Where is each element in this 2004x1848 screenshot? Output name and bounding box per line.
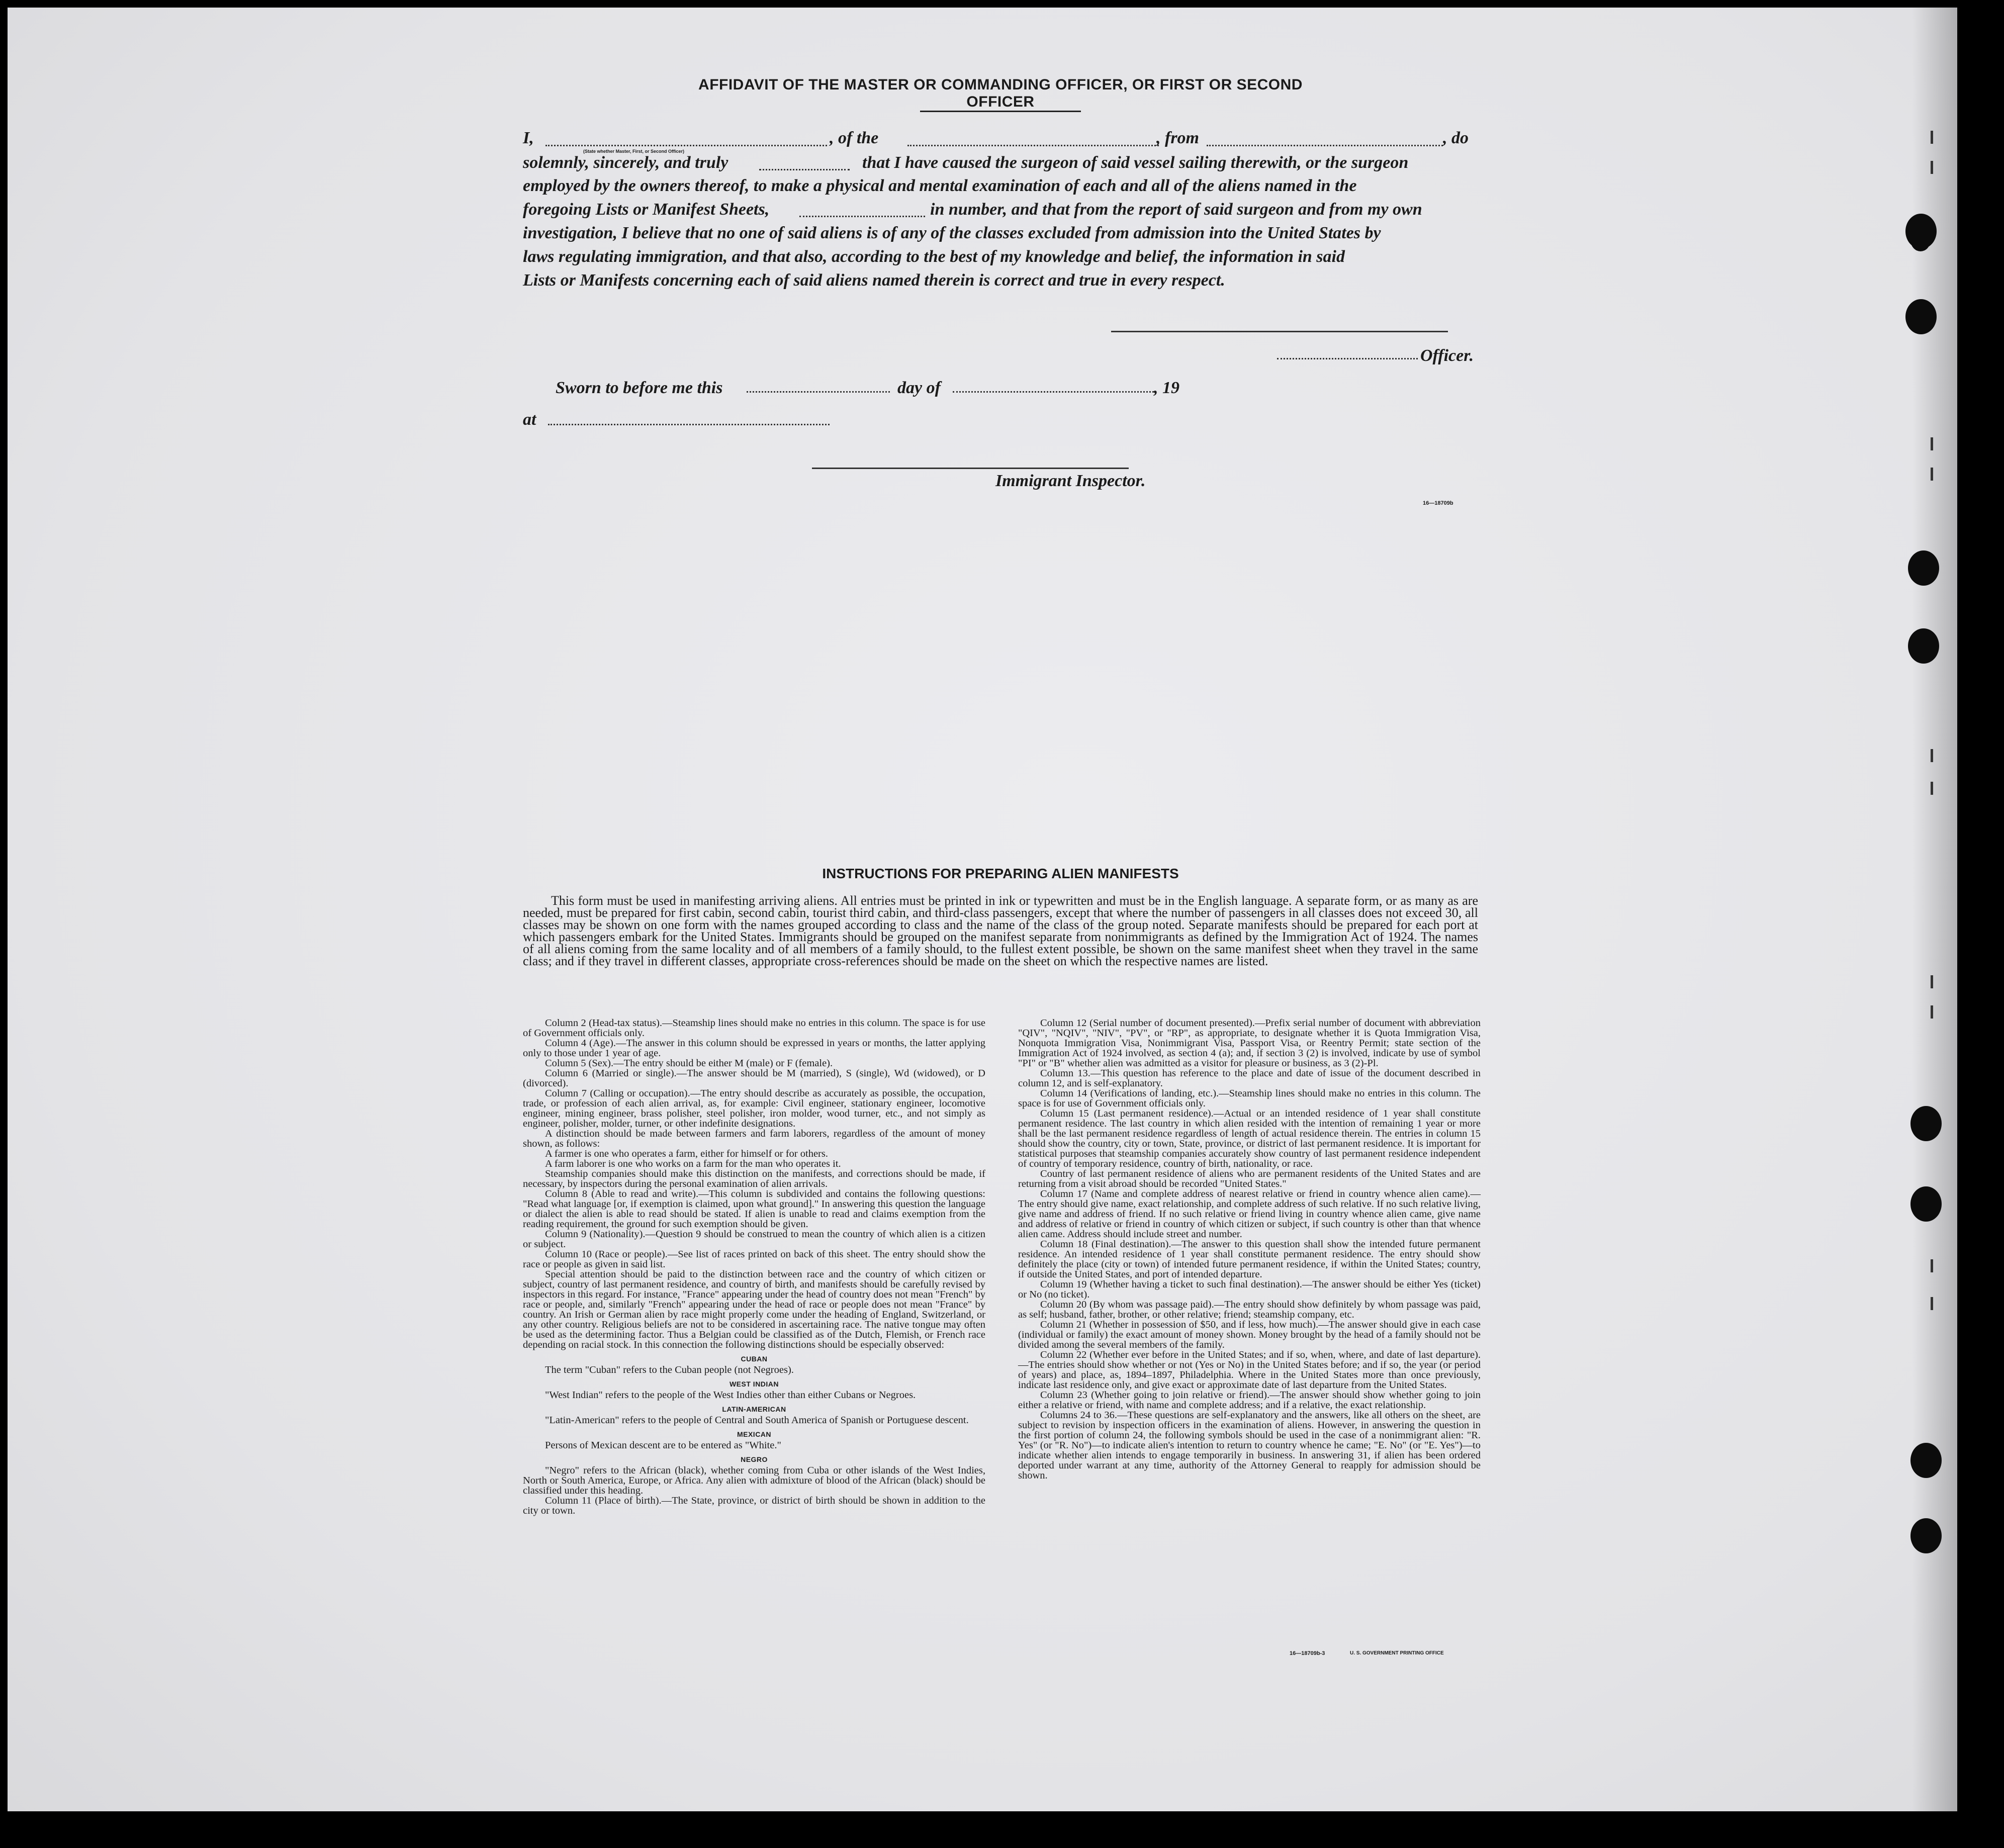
punch-hole bbox=[1910, 1518, 1942, 1553]
punch-hole bbox=[1910, 1443, 1942, 1478]
vessel-name-blank[interactable] bbox=[907, 145, 1159, 146]
form-number: 16—18709b bbox=[1423, 500, 1453, 506]
inspector-label: Immigrant Inspector. bbox=[995, 472, 1146, 490]
punch-hole bbox=[1908, 550, 1939, 586]
edge-mark bbox=[1931, 975, 1933, 988]
officer-title-blank[interactable] bbox=[1277, 358, 1418, 359]
affidavit-line6: laws regulating immigration, and that also, according to the best of my knowledge and belief, the information in said bbox=[523, 247, 1345, 266]
sheet-count-blank[interactable] bbox=[799, 216, 925, 217]
punch-hole bbox=[1905, 299, 1937, 334]
left-paragraph: Column 4 (Age).—The answer in this column should be expressed in years or months, the latter applying only to those under 1 year of age. bbox=[523, 1038, 985, 1059]
left-paragraph: A distinction should be made between farmers and farm laborers, regardless of the amount of money shown, as follows: bbox=[523, 1128, 985, 1149]
edge-mark bbox=[1931, 161, 1933, 174]
state-note: (State whether Master, First, or Second Officer) bbox=[583, 149, 685, 154]
right-paragraph: Column 20 (By whom was passage paid).—The entry should show definitely by whom passage was paid, as self; husband, father, brother, or other relative; friend; steamship company, etc. bbox=[1018, 1299, 1481, 1320]
right-paragraph: Column 21 (Whether in possession of $50, and if less, how much).—The answer should give in each case (individual or family) the exact amount of money shown. Money brought by the head of a family should not be divided among the several members of the family. bbox=[1018, 1319, 1481, 1350]
edge-mark bbox=[1931, 131, 1933, 144]
left-paragraph: Column 8 (Able to read and write).—This column is subdivided and contains the following questions: "Read what language [or, if exemption is claimed, upon what ground]." In answering this question the language or dialect the alien is able to read should be stated. If alien is unable to read and claims exemption from the reading requirement, the ground for such exemption should be given. bbox=[523, 1188, 985, 1230]
left-paragraph: Column 2 (Head-tax status).—Steamship lines should make no entries in this column. The space is for use of Government officials only. bbox=[523, 1018, 985, 1039]
affidavit-i: I, bbox=[523, 129, 534, 147]
edge-mark bbox=[1931, 749, 1933, 762]
sworn-label: Sworn to before me this bbox=[556, 379, 723, 397]
port-from-blank[interactable] bbox=[1207, 145, 1443, 146]
oath-blank[interactable] bbox=[759, 169, 850, 170]
sworn-day-blank[interactable] bbox=[747, 391, 890, 393]
officer-signature-line[interactable] bbox=[1111, 331, 1448, 332]
right-paragraph: Column 15 (Last permanent residence).—Actual or an intended residence of 1 year shall constitute permanent residence. The last country in which alien resided with the intention of remaining 1 year or more shall be the last permanent residence regardless of length of actual residence therein. The entries in column 15 should show the country, city or town, State, province, or district of last permanent residence. It is important for statistical purposes that steamship companies accurately show country of last permanent residence independent of country of temporary residence, country of birth, nationality, or race. bbox=[1018, 1108, 1481, 1169]
footer-printer: U. S. GOVERNMENT PRINTING OFFICE bbox=[1350, 1650, 1444, 1656]
cuban-text: The term "Cuban" refers to the Cuban people (not Negroes). bbox=[545, 1364, 794, 1375]
officer-rank-blank[interactable] bbox=[545, 145, 827, 146]
edge-mark bbox=[1931, 1259, 1933, 1272]
edge-mark bbox=[1931, 437, 1933, 450]
affidavit-line3: employed by the owners thereof, to make a physical and mental examination of each and all of the aliens named in the bbox=[523, 176, 1357, 195]
mexican-text: Persons of Mexican descent are to be entered as "White." bbox=[545, 1440, 781, 1451]
westindian-heading: WEST INDIAN bbox=[729, 1380, 779, 1388]
cuban-heading: CUBAN bbox=[741, 1355, 768, 1363]
instructions-intro: This form must be used in manifesting arriving aliens. All entries must be printed in ink or typewritten and must be in the English language. A separate form, or as many as are needed, must be prepared for first cabin, second cabin, tourist third cabin, and third-class passengers, except that where the number of passengers in all classes does not exceed 30, all classes may be shown on one form with the names grouped according to class and the name of the class of the group noted. Separate manifests should be prepared for each port at which passengers embark for the United States. Immigrants should be grouped on the manifest separate from nonimmigrants as defined by the Immigration Act of 1924. The names of all aliens coming from the same locality and of all members of a family should, to the fullest extent possible, be shown on the same manifest sheet when they travel in the same class; and if they travel in different classes, appropriate cross-references should be made on the sheet on which the respective names are listed. bbox=[523, 893, 1478, 968]
right-paragraph: Column 13.—This question has reference to the place and date of issue of the document described in column 12, and is self-explanatory. bbox=[1018, 1068, 1481, 1089]
affidavit-line4b: in number, and that from the report of said surgeon and from my own bbox=[930, 200, 1422, 219]
edge-mark bbox=[1931, 468, 1933, 481]
left-paragraph: A farm laborer is one who works on a farm for the man who operates it. bbox=[545, 1158, 841, 1169]
at-label: at bbox=[523, 410, 536, 429]
punch-hole bbox=[1910, 1186, 1942, 1222]
instructions-left-column bbox=[523, 1018, 985, 1516]
punch-hole bbox=[1908, 628, 1939, 664]
left-paragraph: Column 10 (Race or people).—See list of races printed on back of this sheet. The entry should show the race or people as given in said list. bbox=[523, 1249, 985, 1270]
affidavit-solemnly: solemnly, sincerely, and truly bbox=[523, 153, 728, 172]
latin-text: "Latin-American" refers to the people of Central and South America of Spanish or Portuguese descent. bbox=[545, 1415, 969, 1426]
left-paragraph: Column 9 (Nationality).—Question 9 should be construed to mean the country of which alien is a citizen or subject. bbox=[523, 1229, 985, 1250]
year-label: , 19 bbox=[1154, 379, 1179, 397]
officer-label: Officer. bbox=[1420, 346, 1474, 365]
affidavit-title: AFFIDAVIT OF THE MASTER OR COMMANDING OFFICER, OR FIRST OR SECOND OFFICER bbox=[698, 76, 1303, 110]
affidavit-from: , from bbox=[1156, 129, 1199, 147]
affidavit-line4: foregoing Lists or Manifest Sheets, bbox=[523, 200, 770, 219]
affidavit-do: , do bbox=[1443, 129, 1469, 147]
affidavit-line7: Lists or Manifests concerning each of said aliens named therein is correct and true in every respect. bbox=[523, 271, 1225, 290]
inspector-signature-line[interactable] bbox=[812, 468, 1129, 469]
left-paragraph: Column 6 (Married or single).—The answer should be M (married), S (single), Wd (widowed), or D (divorced). bbox=[523, 1068, 985, 1089]
instructions-title: INSTRUCTIONS FOR PREPARING ALIEN MANIFESTS bbox=[822, 866, 1179, 881]
edge-mark bbox=[1931, 1297, 1933, 1310]
negro-heading: NEGRO bbox=[741, 1455, 768, 1463]
left-paragraph: Special attention should be paid to the distinction between race and the country of which citizen or subject, country of last permanent residence, and country of birth, and manifests should be carefully revised by inspectors in this regard. For instance, "France" appearing under the head of country does not mean "French" by race or people, and, similarly "French" appearing under the head of race or people does not mean "France" by country. An Irish or German alien by race might properly come under the heading of England, Switzerland, or any other country. Religious beliefs are not to be considered in ascertaining race. The native tongue may often be used as the determining factor. Thus a Belgian could be classified as of the Dutch, Flemish, or French race depending on racial stock. In this connection the following distinctions should be especially observed: bbox=[523, 1269, 985, 1350]
right-paragraph: Country of last permanent residence of aliens who are permanent residents of the United States and are returning from a visit abroad should be recorded "United States." bbox=[1018, 1168, 1481, 1189]
title-underline bbox=[920, 111, 1081, 112]
affidavit-line2: that I have caused the surgeon of said vessel sailing therewith, or the surgeon bbox=[862, 153, 1409, 172]
footer-form-number: 16—18709b-3 bbox=[1290, 1650, 1325, 1656]
edge-mark bbox=[1931, 1005, 1933, 1019]
mexican-heading: MEXICAN bbox=[737, 1430, 772, 1438]
westindian-text: "West Indian" refers to the people of the West Indies other than either Cubans or Negroes. bbox=[545, 1390, 916, 1401]
sworn-month-blank[interactable] bbox=[953, 391, 1154, 393]
affidavit-of-the: , of the bbox=[830, 129, 879, 147]
right-paragraph: Column 19 (Whether having a ticket to such final destination).—The answer should be either Yes (ticket) or No (no ticket). bbox=[1018, 1279, 1481, 1300]
right-paragraph: Column 23 (Whether going to join relative or friend).—The answer should show whether going to join either a relative or friend, with name and complete address; and if a relative, the exact relationship. bbox=[1018, 1390, 1481, 1411]
left-paragraph: Column 5 (Sex).—The entry should be either M (male) or F (female). bbox=[545, 1058, 833, 1069]
left-paragraph: A farmer is one who operates a farm, either for himself or for others. bbox=[545, 1148, 828, 1159]
affidavit-line5: investigation, I believe that no one of said aliens is of any of the classes excluded from admission into the United States by bbox=[523, 224, 1381, 242]
right-paragraph: Column 14 (Verifications of landing, etc.).—Steamship lines should make no entries in this column. The space is for use of Government officials only. bbox=[1018, 1088, 1481, 1109]
day-of-label: day of bbox=[897, 379, 941, 397]
punch-hole bbox=[1910, 229, 1931, 251]
instructions-right-column bbox=[1018, 1018, 1481, 1481]
edge-mark bbox=[1931, 782, 1933, 795]
left-paragraph: Column 7 (Calling or occupation).—The entry should describe as accurately as possible, the occupation, trade, or profession of each alien arrival, as, for example: Civil engineer, stationary engineer, locomotive engineer, mining engineer, brass polisher, steel polisher, iron molder, wood turner, etc., and not simply as engineer, polisher, molder, turner, or other indefinite designations. bbox=[523, 1088, 985, 1129]
punch-hole bbox=[1910, 1106, 1942, 1141]
right-paragraph: Column 17 (Name and complete address of nearest relative or friend in country whence alien came).—The entry should give name, exact relationship, and complete address of such relative. If no such relative living, give name and address of friend. If no such relative or friend living in country whence alien came, give name and address of relative or friend in country of which citizen or subject, if such country is other than that whence alien came. Address should include street and number. bbox=[1018, 1188, 1481, 1240]
right-paragraph: Column 12 (Serial number of document presented).—Prefix serial number of document with abbreviation "QIV", "NQIV", "NIV", "PV", or "RP", as appropriate, to designate whether it is Quota Immigration Visa, Nonquota Immigration Visa, Nonimmigrant Visa, Passport Visa, or Reentry Permit; state section of the Immigration Act of 1924 involved, as section 4 (a); and, if section 3 (2) is involved, indicate by use of symbol "PI" or "B" whether alien was admitted as a visitor for pleasure or business, as 3 (2)-Pl. bbox=[1018, 1018, 1481, 1069]
col11-text: Column 11 (Place of birth).—The State, province, or district of birth should be shown in addition to the city or town. bbox=[523, 1495, 985, 1516]
left-paragraph: Steamship companies should make this distinction on the manifests, and corrections should be made, if necessary, by inspectors during the personal examination of alien arrivals. bbox=[523, 1168, 985, 1189]
at-place-blank[interactable] bbox=[548, 424, 830, 425]
right-paragraph: Column 22 (Whether ever before in the United States; and if so, when, where, and date of last departure).—The entries should show whether or not (Yes or No) in the United States before; and if so, the year (or period of years) and place, as, 1894–1897, Philadelphia. Where in the United States more than once previously, indicate last residence only, and give exact or approximate date of last departure from the United States. bbox=[1018, 1349, 1481, 1391]
right-paragraph: Columns 24 to 36.—These questions are self-explanatory and the answers, like all others on the sheet, are subject to revision by inspection officers in the examination of aliens. However, in answering the question in the first portion of column 24, the following symbols should be used in the case of a nonimmigrant alien: "R. Yes" (or "R. No")—to indicate alien's intention to return to country whence he came; "E. No" (or "E. Yes")—to indicate whether alien intends to engage temporarily in business. In answering 31, if alien has been ordered deported under warrant at any time, authority of the Attorney General to reapply for admission should be shown. bbox=[1018, 1410, 1481, 1481]
latin-heading: LATIN-AMERICAN bbox=[722, 1405, 786, 1413]
right-paragraph: Column 18 (Final destination).—The answer to this question shall show the intended future permanent residence. An intended residence of 1 year shall constitute permanent residence. The entry should show definitely the place (city or town) of intended future permanent residence, if within the United States; country, if outside the United States, and port of intended departure. bbox=[1018, 1239, 1481, 1280]
negro-text: "Negro" refers to the African (black), whether coming from Cuba or other islands of the West Indies, North or South America, Europe, or Africa. Any alien with admixture of blood of the African (black) should be classified under this heading. bbox=[523, 1465, 985, 1496]
